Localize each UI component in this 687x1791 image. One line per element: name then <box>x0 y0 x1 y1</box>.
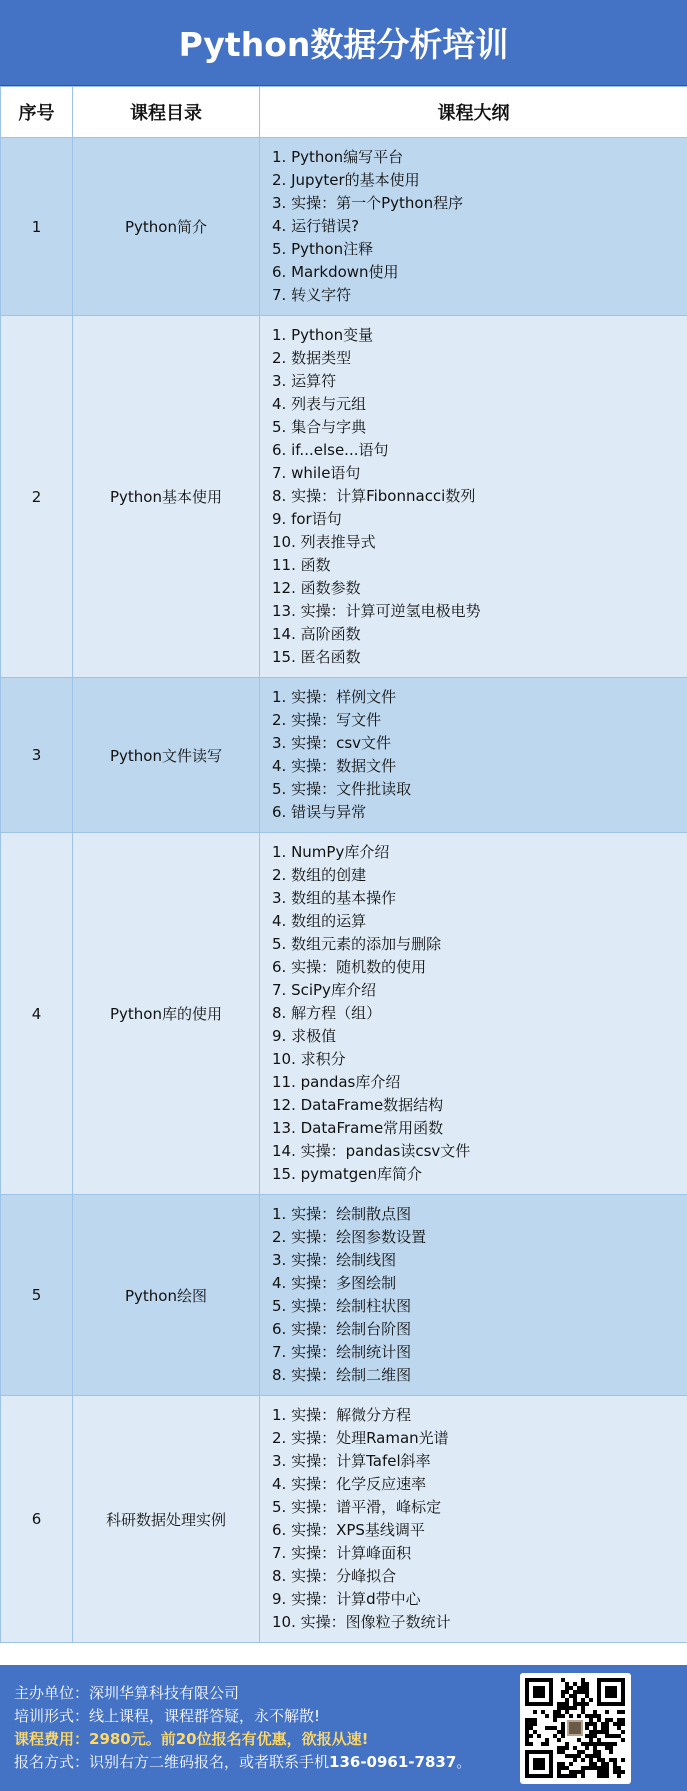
outline-item: 10. 列表推导式 <box>272 533 376 551</box>
row-index: 5 <box>1 1195 73 1396</box>
outline-item: 1. 实操：绘制散点图 <box>272 1205 412 1223</box>
outline-item: 6. Markdown使用 <box>272 263 399 281</box>
outline-item: 12. DataFrame数据结构 <box>272 1096 444 1114</box>
outline-item: 3. 实操：第一个Python程序 <box>272 194 464 212</box>
phone-number[interactable]: 136-0961-7837 <box>329 1753 457 1771</box>
outline-item: 8. 实操：绘制二维图 <box>272 1366 412 1384</box>
outline-list <box>260 138 687 316</box>
fee-line: 课程费用：2980元。前20位报名有优惠，欲报从速! <box>14 1730 369 1748</box>
course-name: 科研数据处理实例 <box>73 1396 260 1643</box>
outline-item: 4. 运行错误? <box>272 217 360 235</box>
qr-code-graphic <box>520 1673 631 1784</box>
table-row <box>1 833 687 1195</box>
outline-item: 8. 解方程（组） <box>272 1004 382 1022</box>
signup-line <box>14 1751 471 1774</box>
row-index: 1 <box>1 138 73 316</box>
outline-item: 2. 实操：写文件 <box>272 711 382 729</box>
outline-item: 6. 实操：随机数的使用 <box>272 958 427 976</box>
format-line: 培训形式：线上课程，课程群答疑，永不解散! <box>14 1707 321 1725</box>
outline-item: 6. 错误与异常 <box>272 803 367 821</box>
outline-item: 9. 求极值 <box>272 1027 337 1045</box>
outline-item: 14. 实操：pandas读csv文件 <box>272 1142 471 1160</box>
outline-item: 3. 运算符 <box>272 372 337 390</box>
outline-item: 6. if...else...语句 <box>272 441 389 459</box>
row-index: 6 <box>1 1396 73 1643</box>
outline-item: 3. 实操：绘制线图 <box>272 1251 397 1269</box>
outline-item: 5. 实操：谱平滑，峰标定 <box>272 1498 442 1516</box>
outline-item: 5. 集合与字典 <box>272 418 367 436</box>
outline-list <box>260 678 687 833</box>
outline-item: 5. 数组元素的添加与删除 <box>272 935 442 953</box>
course-rows <box>1 138 687 1643</box>
outline-item: 4. 实操：多图绘制 <box>272 1274 397 1292</box>
outline-item: 7. 转义字符 <box>272 286 352 304</box>
outline-item: 10. 求积分 <box>272 1050 346 1068</box>
outline-item: 7. SciPy库介绍 <box>272 981 376 999</box>
outline-item: 4. 数组的运算 <box>272 912 367 930</box>
outline-item: 3. 实操：csv文件 <box>272 734 392 752</box>
signup-suffix: 。 <box>456 1753 472 1771</box>
outline-list <box>260 1195 687 1396</box>
outline-item: 6. 实操：绘制台阶图 <box>272 1320 412 1338</box>
outline-item: 10. 实操：图像粒子数统计 <box>272 1613 451 1631</box>
row-index: 4 <box>1 833 73 1195</box>
outline-item: 9. 实操：计算d带中心 <box>272 1590 421 1608</box>
outline-item: 5. 实操：绘制柱状图 <box>272 1297 412 1315</box>
column-header-course: 课程目录 <box>73 87 260 138</box>
outline-item: 5. 实操：文件批读取 <box>272 780 412 798</box>
outline-item: 2. Jupyter的基本使用 <box>272 171 420 189</box>
course-name: Python基本使用 <box>73 316 260 678</box>
outline-item: 11. pandas库介绍 <box>272 1073 401 1091</box>
row-index: 2 <box>1 316 73 678</box>
outline-item: 13. DataFrame常用函数 <box>272 1119 444 1137</box>
outline-item: 7. while语句 <box>272 464 361 482</box>
course-table <box>0 86 687 1643</box>
outline-item: 1. 实操：样例文件 <box>272 688 397 706</box>
outline-item: 5. Python注释 <box>272 240 374 258</box>
outline-list <box>260 833 687 1195</box>
row-index: 3 <box>1 678 73 833</box>
outline-item: 7. 实操：绘制统计图 <box>272 1343 412 1361</box>
outline-item: 1. Python编写平台 <box>272 148 404 166</box>
table-row <box>1 678 687 833</box>
outline-item: 4. 实操：数据文件 <box>272 757 397 775</box>
outline-list <box>260 1396 687 1643</box>
outline-item: 4. 列表与元组 <box>272 395 367 413</box>
page-title: Python数据分析培训 <box>0 0 687 86</box>
table-row <box>1 138 687 316</box>
outline-item: 13. 实操：计算可逆氢电极电势 <box>272 602 481 620</box>
outline-item: 1. Python变量 <box>272 326 374 344</box>
course-name: Python绘图 <box>73 1195 260 1396</box>
organizer-line: 主办单位：深圳华算科技有限公司 <box>14 1684 240 1702</box>
signup-prefix: 报名方式：识别右方二维码报名，或者联系手机 <box>14 1753 330 1771</box>
outline-item: 8. 实操：计算Fibonnacci数列 <box>272 487 476 505</box>
footer-lines <box>14 1682 471 1774</box>
footer-info <box>0 1665 687 1791</box>
outline-item: 8. 实操：分峰拟合 <box>272 1567 397 1585</box>
table-header-row <box>1 87 687 138</box>
course-name: Python库的使用 <box>73 833 260 1195</box>
table-row <box>1 1195 687 1396</box>
outline-item: 7. 实操：计算峰面积 <box>272 1544 412 1562</box>
outline-item: 2. 数组的创建 <box>272 866 367 884</box>
outline-item: 14. 高阶函数 <box>272 625 361 643</box>
outline-item: 1. 实操：解微分方程 <box>272 1406 412 1424</box>
outline-item: 15. pymatgen库简介 <box>272 1165 422 1183</box>
outline-item: 3. 数组的基本操作 <box>272 889 397 907</box>
outline-item: 6. 实操：XPS基线调平 <box>272 1521 425 1539</box>
outline-item: 3. 实操：计算Tafel斜率 <box>272 1452 431 1470</box>
outline-item: 2. 数据类型 <box>272 349 352 367</box>
table-row <box>1 316 687 678</box>
outline-item: 9. for语句 <box>272 510 342 528</box>
outline-item: 2. 实操：绘图参数设置 <box>272 1228 427 1246</box>
course-name: Python文件读写 <box>73 678 260 833</box>
qr-code-icon[interactable] <box>520 1673 631 1784</box>
outline-list <box>260 316 687 678</box>
course-name: Python简介 <box>73 138 260 316</box>
outline-item: 11. 函数 <box>272 556 331 574</box>
outline-item: 12. 函数参数 <box>272 579 361 597</box>
outline-item: 1. NumPy库介绍 <box>272 843 390 861</box>
column-header-outline: 课程大纲 <box>260 87 687 138</box>
outline-item: 4. 实操：化学反应速率 <box>272 1475 427 1493</box>
outline-item: 15. 匿名函数 <box>272 648 361 666</box>
column-header-index: 序号 <box>1 87 73 138</box>
table-row <box>1 1396 687 1643</box>
outline-item: 2. 实操：处理Raman光谱 <box>272 1429 449 1447</box>
